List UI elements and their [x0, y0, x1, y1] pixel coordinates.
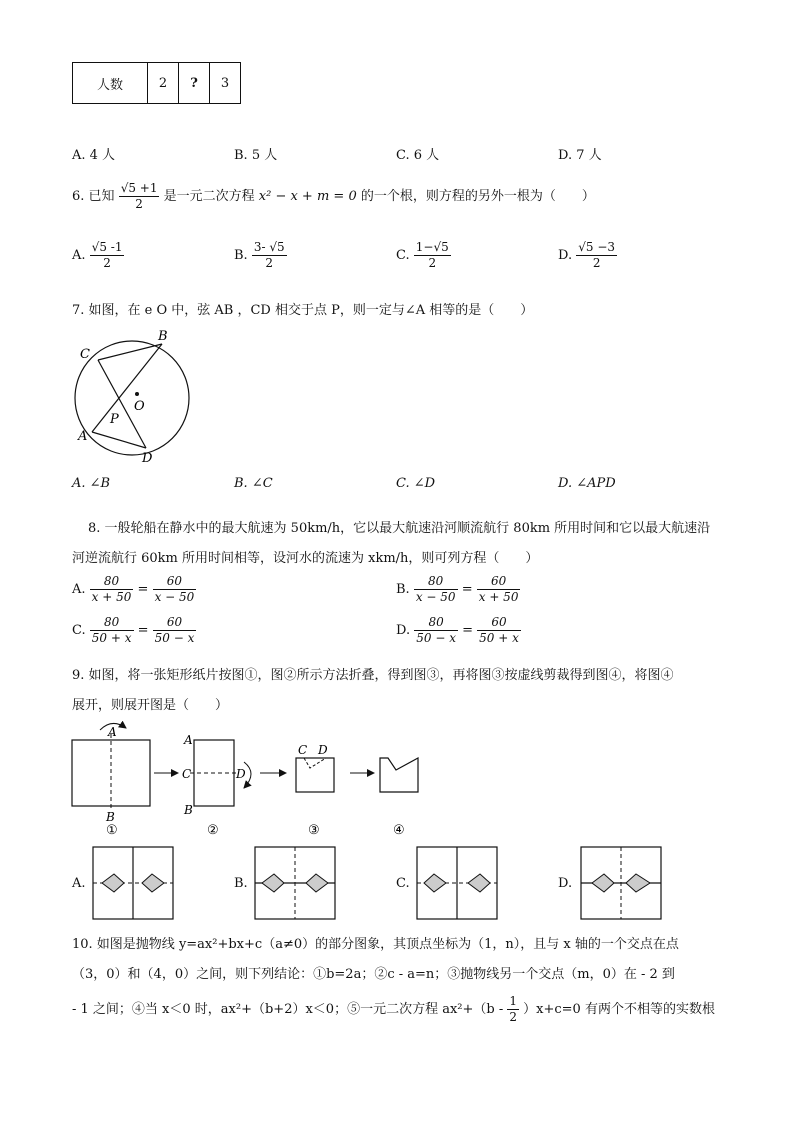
fig3-rect [296, 758, 334, 792]
label-a: A [78, 429, 88, 444]
q8-a-right-num: 60 [153, 574, 197, 590]
q6-option-b-label: B. [234, 248, 248, 263]
q6-root-num: √5 +1 [120, 181, 158, 195]
table-header-cell: 人数 [73, 63, 148, 104]
q6-option-a-den: 2 [103, 256, 111, 270]
q8-line1: 8. 一般轮船在静水中的最大航速为 50km/h，它以最大航速沿河顺流航行 80km 所用时间和它以最大航速沿 [88, 521, 711, 536]
circle-figure [70, 328, 190, 468]
q6-option-a[interactable] [72, 240, 124, 271]
q6-option-a-num: √5 -1 [91, 240, 123, 254]
q6-option-b-num: 3- √5 [253, 240, 285, 254]
q10-line3 [72, 994, 715, 1025]
fig1-label-b: B [106, 810, 115, 824]
q8-c-left-den: 50 + x [91, 631, 132, 645]
label-o: O [134, 399, 145, 414]
q10-line3-part-a: - 1 之间；④当 x＜0 时，ax²+（b+2）x＜0；⑤一元二次方程 ax²+（b - [72, 1002, 508, 1017]
q8-c-left-num: 80 [90, 615, 134, 631]
q8-b-left-den: x − 50 [415, 590, 456, 604]
fig2-label-d: D [236, 767, 246, 781]
q5-option-d[interactable]: D. 7 人 [558, 148, 602, 163]
q6-option-d[interactable] [558, 240, 617, 271]
fig3-label-c: C [298, 743, 308, 757]
q6-root-fraction [119, 181, 160, 212]
table-cell: 3 [210, 63, 241, 104]
q5-option-b[interactable]: B. 5 人 [234, 148, 278, 163]
fig3-cut-line [304, 758, 326, 768]
q10-line2: （3，0）和（4，0）之间，则下列结论：①b=2a；②c - a=n；③抛物线另一个交点（m，0）在 - 2 到 [72, 967, 675, 982]
q6-option-a-label: A. [72, 248, 86, 263]
table-cell: ? [179, 63, 210, 104]
q6-option-d-den: 2 [592, 256, 601, 270]
q6-root-den: 2 [135, 197, 143, 211]
table-cell: 2 [148, 63, 179, 104]
q8-option-d[interactable]: D. $\frac{80}{50 - x}$ = $\frac{60}{50 + x}$ [396, 615, 519, 645]
q6-option-c-label: C. [396, 248, 410, 263]
q7-option-a[interactable]: A. ∠B [72, 476, 111, 491]
fig2-label-a: A [184, 733, 193, 747]
q5-option-c[interactable]: C. 6 人 [396, 148, 440, 163]
fig4-shape [380, 758, 418, 792]
q7-option-b[interactable]: B. ∠C [234, 476, 273, 491]
q6-option-d-label: D. [558, 248, 573, 263]
q6-option-d-num: √5 −3 [578, 240, 616, 254]
q10-line3-part-b: ）x+c=0 有两个不相等的实数根 [523, 1002, 715, 1017]
q9-option-b[interactable] [254, 846, 336, 920]
fig4-number: ④ [393, 823, 405, 838]
q6-stem [72, 180, 595, 214]
q9-option-a-label: A. [72, 876, 86, 891]
q7-stem: 7. 如图，在 e O 中，弦 AB ，CD 相交于点 P，则一定与∠A 相等的是（ ） [72, 303, 534, 318]
fig2-label-c: C [182, 767, 192, 781]
label-b: B [158, 329, 168, 344]
fig1-label-a: A [108, 725, 117, 739]
q8-d-left-den: 50 − x [416, 631, 456, 645]
q8-b-left-num: 80 [414, 574, 458, 590]
folding-steps-figure [60, 718, 440, 843]
q9-option-a[interactable] [92, 846, 174, 920]
center-dot [135, 392, 139, 396]
q6-option-b-den: 2 [265, 256, 274, 270]
q8-line2: 河逆流航行 60km 所用时间相等，设河水的流速为 xkm/h，则可列方程（ ） [72, 551, 539, 566]
data-table [72, 62, 241, 104]
fig2-label-b: B [184, 803, 193, 817]
q6-option-b[interactable] [234, 240, 287, 271]
q8-d-right-den: 50 + x [479, 631, 519, 645]
q8-c-right-den: 50 − x [154, 631, 195, 645]
fig3-label-d: D [318, 743, 328, 757]
q8-option-b[interactable]: B. $\frac{80}{x - 50}$ = $\frac{60}{x + 50}$ [396, 574, 519, 604]
circle-o [75, 341, 189, 455]
q8-a-left-den: x + 50 [91, 590, 132, 604]
q8-b-right-num: 60 [477, 574, 521, 590]
q6-equation: x² − x + m = 0 [258, 189, 357, 204]
q9-line2: 展开，则展开图是（ ） [72, 698, 229, 713]
fig1-number: ① [106, 823, 118, 838]
q6-option-c[interactable] [396, 240, 451, 271]
fig3-number: ③ [308, 823, 320, 838]
q9-line1: 9. 如图，将一张矩形纸片按图①，图②所示方法折叠，得到图③，再将图③按虚线剪裁得到图④，将图④ [72, 668, 674, 683]
q9-option-d-label: D. [558, 876, 573, 891]
q6-option-c-num: 1−√5 [415, 240, 449, 254]
q8-a-label: A. [72, 582, 86, 597]
q8-b-label: B. [396, 582, 410, 597]
q7-option-d[interactable]: D. ∠APD [558, 476, 616, 491]
q8-a-left-num: 80 [90, 574, 134, 590]
chord-ab [92, 344, 162, 432]
q9-option-b-label: B. [234, 876, 248, 891]
q8-b-right-den: x + 50 [478, 590, 519, 604]
q9-option-d[interactable] [580, 846, 662, 920]
q5-option-a[interactable]: A. 4 人 [72, 148, 116, 163]
label-c: C [80, 347, 90, 362]
q8-option-a[interactable]: A. $\frac{80}{x + 50}$ = $\frac{60}{x - 50}$ [72, 574, 195, 604]
label-d: D [142, 451, 153, 466]
fig2-number: ② [207, 823, 219, 838]
q8-d-right-num: 60 [477, 615, 521, 631]
q6-prefix: 6. 已知 [72, 189, 115, 204]
q10-half-den: 2 [509, 1010, 518, 1024]
q8-c-right-num: 60 [153, 615, 197, 631]
q9-option-c-label: C. [396, 876, 410, 891]
q7-option-c[interactable]: C. ∠D [396, 476, 436, 491]
q6-mid: 是一元二次方程 [163, 189, 259, 204]
q9-option-c[interactable] [416, 846, 498, 920]
q8-option-c[interactable]: C. $\frac{80}{50 + x}$ = $\frac{60}{50 - x}$ [72, 615, 195, 645]
q6-option-c-den: 2 [428, 256, 437, 270]
q8-d-left-num: 80 [414, 615, 458, 631]
q6-post: 的一个根，则方程的另外一根为（ ） [360, 189, 595, 204]
q10-half-num: 1 [509, 994, 518, 1008]
q10-line1: 10. 如图是抛物线 y=ax²+bx+c（a≠0）的部分图象，其顶点坐标为（1，n），且与 x 轴的一个交点在点 [72, 937, 679, 952]
label-p: P [110, 412, 119, 427]
q8-a-right-den: x − 50 [154, 590, 195, 604]
q8-c-label: C. [72, 623, 86, 638]
q8-d-label: D. [396, 623, 411, 638]
